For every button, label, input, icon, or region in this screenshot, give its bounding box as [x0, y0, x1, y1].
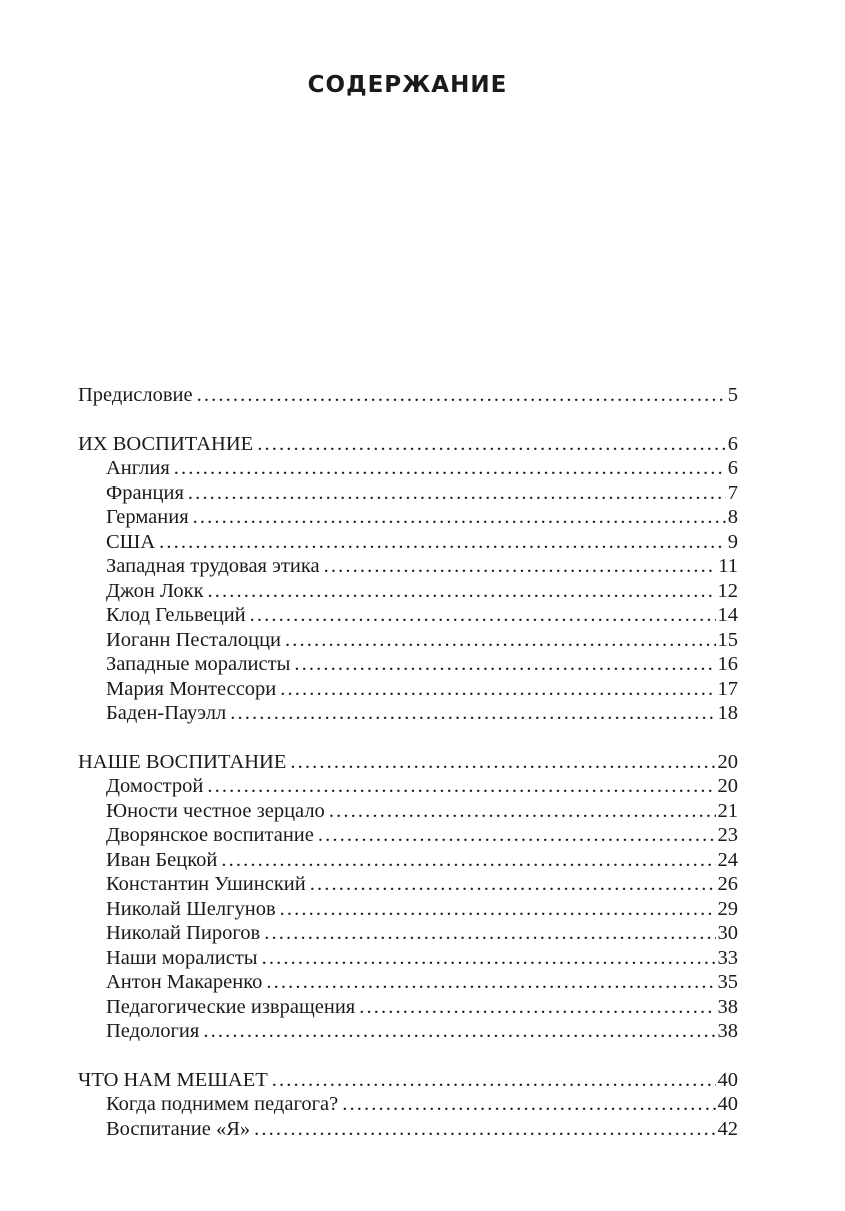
toc-entry-title: Николай Пирогов: [106, 922, 261, 944]
toc-subsection[interactable]: [78, 774, 738, 799]
toc-page-number: 26: [717, 873, 738, 895]
toc-subsection[interactable]: [78, 1092, 738, 1117]
toc-page-number: 29: [717, 897, 738, 920]
toc-section[interactable]: [78, 750, 738, 775]
toc-page-number: 16: [717, 653, 738, 675]
toc-entry-title: Западные моралисты: [106, 653, 291, 675]
dot-leader: [329, 799, 716, 824]
toc-page-number: 5: [727, 384, 738, 406]
toc-page-number: 38: [717, 995, 738, 1018]
dot-leader: [294, 652, 715, 677]
toc-section[interactable]: [78, 432, 738, 457]
toc-page-number: 38: [717, 1020, 738, 1042]
dot-leader: [254, 1117, 715, 1142]
toc-entry-title: НАШЕ ВОСПИТАНИЕ: [78, 750, 287, 773]
toc-page-number: 14: [717, 604, 738, 626]
toc-section[interactable]: [78, 1068, 738, 1093]
dot-leader: [221, 848, 715, 873]
toc-subsection[interactable]: [78, 799, 738, 824]
toc-page-number: 8: [727, 506, 738, 528]
toc-page-number: 40: [717, 1093, 738, 1115]
toc-page-number: 23: [717, 824, 738, 846]
toc-entry-title: Когда поднимем педагога?: [106, 1093, 339, 1115]
toc-subsection[interactable]: [78, 505, 738, 530]
toc-entry-title: Николай Шелгунов: [106, 897, 276, 920]
dot-leader: [272, 1068, 716, 1093]
toc-subsection[interactable]: [78, 481, 738, 506]
dot-leader: [264, 921, 715, 946]
toc-entry-title: Западная трудовая этика: [106, 555, 320, 577]
toc-page-number: 20: [717, 775, 738, 797]
toc-subsection[interactable]: [78, 456, 738, 481]
dot-leader: [174, 456, 726, 481]
toc-subsection[interactable]: [78, 603, 738, 628]
dot-leader: [285, 628, 715, 653]
toc-entry-title: Педология: [106, 1020, 200, 1042]
toc-entry-title: Воспитание «Я»: [106, 1117, 251, 1140]
toc-subsection[interactable]: [78, 823, 738, 848]
toc-entry-title: Юности честное зерцало: [106, 799, 325, 822]
dot-leader: [280, 677, 715, 702]
toc-subsection[interactable]: [78, 872, 738, 897]
dot-leader: [250, 603, 716, 628]
toc-subsection[interactable]: [78, 677, 738, 702]
toc-subsection[interactable]: [78, 1019, 738, 1044]
toc-page-number: 42: [717, 1117, 738, 1140]
toc-subsection[interactable]: [78, 579, 738, 604]
dot-leader: [318, 823, 716, 848]
toc-subsection[interactable]: [78, 530, 738, 555]
table-of-contents: [78, 383, 738, 1141]
toc-subsection[interactable]: [78, 897, 738, 922]
dot-leader: [262, 946, 716, 971]
toc-entry-title: Константин Ушинский: [106, 873, 306, 895]
toc-entry-title: Иоганн Песталоцци: [106, 628, 282, 651]
dot-leader: [207, 774, 715, 799]
toc-page-number: 18: [717, 702, 738, 724]
toc-entry-title: ИХ ВОСПИТАНИЕ: [78, 432, 254, 455]
toc-subsection[interactable]: [78, 921, 738, 946]
toc-entry-title: Наши моралисты: [106, 946, 258, 969]
dot-leader: [197, 383, 726, 408]
toc-entry-title: США: [106, 530, 156, 553]
toc-entry-title: Антон Макаренко: [106, 971, 263, 993]
toc-entry-title: Предисловие: [78, 384, 193, 406]
toc-page-number: 12: [717, 579, 738, 602]
toc-page-number: 11: [718, 555, 738, 577]
dot-leader: [359, 995, 715, 1020]
toc-entry-title: Англия: [106, 457, 170, 479]
toc-page-number: 6: [727, 457, 738, 479]
toc-page-number: 24: [717, 848, 738, 871]
toc-subsection[interactable]: [78, 1117, 738, 1142]
toc-entry-title: Педагогические извращения: [106, 995, 356, 1018]
dot-leader: [193, 505, 726, 530]
toc-page-number: 20: [717, 750, 738, 773]
dot-leader: [159, 530, 726, 555]
toc-entry-title: Германия: [106, 506, 189, 528]
toc-subsection[interactable]: [78, 970, 738, 995]
toc-entry-title: Франция: [106, 481, 184, 504]
dot-leader: [280, 897, 716, 922]
toc-page-number: 9: [727, 530, 738, 553]
toc-entry-title: ЧТО НАМ МЕШАЕТ: [78, 1068, 268, 1091]
toc-page-number: 15: [717, 628, 738, 651]
page-title: СОДЕРЖАНИЕ: [307, 72, 508, 98]
toc-page-number: 30: [717, 922, 738, 944]
toc-page-number: 17: [717, 677, 738, 700]
toc-entry-title: Джон Локк: [106, 579, 204, 602]
toc-page-number: 40: [717, 1068, 738, 1091]
toc-subsection[interactable]: [78, 848, 738, 873]
toc-entry-title: Клод Гельвеций: [106, 604, 246, 626]
toc-subsection[interactable]: [78, 628, 738, 653]
toc-page-number: 33: [717, 946, 738, 969]
toc-section[interactable]: [78, 383, 738, 408]
toc-entry-title: Домострой: [106, 775, 204, 797]
toc-subsection[interactable]: [78, 995, 738, 1020]
dot-leader: [208, 579, 716, 604]
dot-leader: [324, 554, 717, 579]
dot-leader: [342, 1092, 715, 1117]
dot-leader: [257, 432, 726, 457]
dot-leader: [203, 1019, 715, 1044]
dot-leader: [266, 970, 715, 995]
toc-page-number: 21: [717, 799, 738, 822]
dot-leader: [188, 481, 726, 506]
toc-page-number: 6: [727, 432, 738, 455]
toc-page-number: 7: [727, 481, 738, 504]
toc-page-number: 35: [717, 971, 738, 993]
toc-entry-title: Мария Монтессори: [106, 677, 277, 700]
dot-leader: [310, 872, 716, 897]
toc-subsection[interactable]: [78, 701, 738, 726]
dot-leader: [230, 701, 715, 726]
toc-subsection[interactable]: [78, 554, 738, 579]
toc-entry-title: Дворянское воспитание: [106, 824, 314, 846]
toc-entry-title: Баден-Пауэлл: [106, 702, 227, 724]
toc-subsection[interactable]: [78, 652, 738, 677]
toc-entry-title: Иван Бецкой: [106, 848, 218, 871]
toc-subsection[interactable]: [78, 946, 738, 971]
dot-leader: [290, 750, 715, 775]
